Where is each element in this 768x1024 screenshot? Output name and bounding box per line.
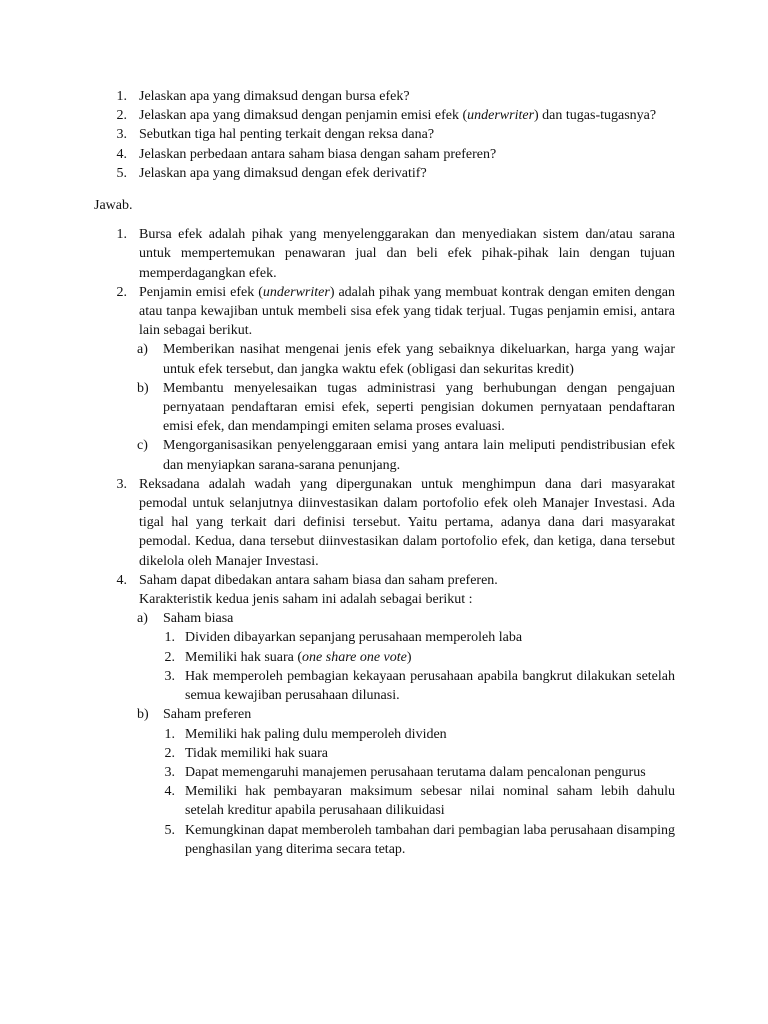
sub-item (137, 379, 675, 437)
sub-item-title: Saham biasa (163, 611, 234, 627)
sub-item-text: Membantu menyelesaikan tugas administrasi yang berhubungan dengan pengajuan pernyataan pendaftaran emisi efek, seperti pengisian dokumen pernyataan pendaftaran emisi efek, dan mendampingi emiten selama proses evaluasi. (163, 380, 675, 435)
question-number: 5. (116, 165, 127, 181)
sub-item (137, 436, 675, 474)
question-number: 4. (116, 146, 127, 162)
question-text-post: ) dan tugas-tugasnya? (534, 108, 657, 124)
answer-text-post: ) adalah pihak yang membuat kontrak dengan emiten dengan atau tanpa kewajiban untuk membeli sisa efek yang tidak terjual. Tugas penjamin emisi, antara lain sebagai berikut. (139, 284, 676, 339)
sub-item-title: Saham preferen (163, 707, 252, 723)
sub-item-label: a) (137, 611, 148, 627)
characteristic-text: Tidak memiliki hak suara (185, 745, 328, 761)
answer-number: 4. (116, 572, 127, 588)
characteristic-item (164, 648, 675, 667)
sub-item-label: c) (137, 438, 148, 454)
sub-item-label: b) (137, 707, 149, 723)
characteristic-number: 3. (164, 668, 175, 684)
characteristic-number: 3. (164, 764, 175, 780)
sub-item-label: b) (137, 380, 149, 396)
sub-item (137, 609, 675, 705)
characteristic-number: 5. (164, 822, 175, 838)
question-text-italic: underwriter (467, 108, 535, 124)
answer-number: 3. (116, 476, 127, 492)
share-type-list (139, 609, 675, 859)
question-item (116, 145, 675, 164)
sub-item (137, 705, 675, 859)
answer-number: 2. (116, 284, 127, 300)
question-text: Sebutkan tiga hal penting terkait dengan reksa dana? (139, 127, 435, 143)
characteristic-text-post: ) (406, 649, 412, 665)
answer-item (116, 571, 675, 859)
characteristic-text: Hak memperoleh pembagian kekayaan perusahaan apabila bangkrut dilakukan setelah semua kewajiban perusahaan dilunasi. (185, 668, 675, 704)
characteristic-number: 4. (164, 784, 175, 800)
question-number: 2. (116, 108, 127, 124)
question-text-pre: Jelaskan apa yang dimaksud dengan penjamin emisi efek ( (139, 108, 468, 124)
sub-item (137, 340, 675, 378)
question-item (116, 125, 675, 144)
question-text: Jelaskan apa yang dimaksud dengan bursa efek? (139, 89, 410, 104)
preferred-share-characteristics (163, 725, 675, 859)
question-number: 1. (116, 89, 127, 104)
characteristic-text: Dapat memengaruhi manajemen perusahaan terutama dalam pencalonan pengurus (185, 764, 646, 780)
question-list (0, 87, 768, 183)
answer-text: Reksadana adalah wadah yang dipergunakan untuk menghimpun dana dari masyarakat pemodal untuk selanjutnya diinvestasikan dalam portofolio efek oleh Manajer Investasi. Ada tigal hal yang terkait dari definisi tersebut. Yaitu pertama, adanya dana dari masyarakat pemodal. Kedua, dana tersebut diinvestasikan dalam portofolio efek, dan ketiga, dana tersebut dikelola oleh Manajer Investasi. (139, 476, 675, 569)
question-number: 3. (116, 127, 127, 143)
question-item (116, 164, 675, 183)
question-text: Jelaskan perbedaan antara saham biasa dengan saham preferen? (139, 146, 497, 162)
characteristic-number: 2. (164, 745, 175, 761)
answer-text-italic: underwriter (262, 284, 330, 300)
sub-item-text: Mengorganisasikan penyelenggaraan emisi yang antara lain meliputi pendistribusian efek dan menyiapkan sarana-sarana penunjang. (163, 438, 675, 473)
characteristic-item (164, 821, 675, 859)
characteristic-text-italic: one share one vote (302, 649, 407, 665)
answer-item (116, 225, 675, 283)
common-share-characteristics (163, 628, 675, 705)
characteristic-number: 2. (164, 649, 175, 665)
characteristic-number: 1. (164, 726, 175, 742)
underwriter-task-list (139, 340, 675, 474)
characteristic-text: Memiliki hak paling dulu memperoleh dividen (185, 726, 447, 742)
answer-item (116, 283, 676, 475)
characteristic-text: Memiliki hak pembayaran maksimum sebesar nilai nominal saham lebih dahulu setelah kreditur apabila perusahaan dilikuidasi (185, 784, 675, 819)
question-item (116, 106, 675, 125)
characteristic-item (164, 628, 675, 647)
sub-item-label: a) (137, 342, 148, 358)
answer-number: 1. (116, 227, 127, 243)
answer-text: Bursa efek adalah pihak yang menyelenggarakan dan menyediakan sistem dan/atau sarana untuk mempertemukan penawaran jual dan beli efek pihak-pihak lain dengan tujuan memperdagangkan efek. (139, 227, 675, 281)
question-item (116, 87, 675, 106)
answer-list (0, 225, 768, 859)
characteristic-text-pre: Memiliki hak suara ( (185, 649, 303, 665)
answer-text-line1: Saham dapat dibedakan antara saham biasa dan saham preferen. (139, 572, 498, 588)
characteristic-item (164, 763, 675, 782)
characteristic-item (164, 782, 675, 820)
answer-text-line2: Karakteristik kedua jenis saham ini adalah sebagai berikut : (139, 592, 473, 608)
answer-text-pre: Penjamin emisi efek ( (139, 284, 263, 300)
question-text: Jelaskan apa yang dimaksud dengan efek derivatif? (139, 165, 427, 181)
document-content (0, 87, 768, 859)
characteristic-item (164, 667, 675, 705)
characteristic-text: Kemungkinan dapat memberoleh tambahan dari pembagian laba perusahaan disamping penghasilan yang diterima secara tetap. (185, 822, 675, 857)
characteristic-item (164, 725, 675, 744)
answer-heading: Jawab. (94, 198, 133, 214)
characteristic-number: 1. (164, 630, 175, 646)
sub-item-text: Memberikan nasihat mengenai jenis efek yang sebaiknya dikeluarkan, harga yang wajar untuk efek tersebut, dan jangka waktu efek (obligasi dan sekuritas kredit) (163, 342, 675, 377)
answer-item (116, 475, 675, 571)
characteristic-text: Dividen dibayarkan sepanjang perusahaan memperoleh laba (185, 630, 523, 646)
characteristic-item (164, 744, 675, 763)
